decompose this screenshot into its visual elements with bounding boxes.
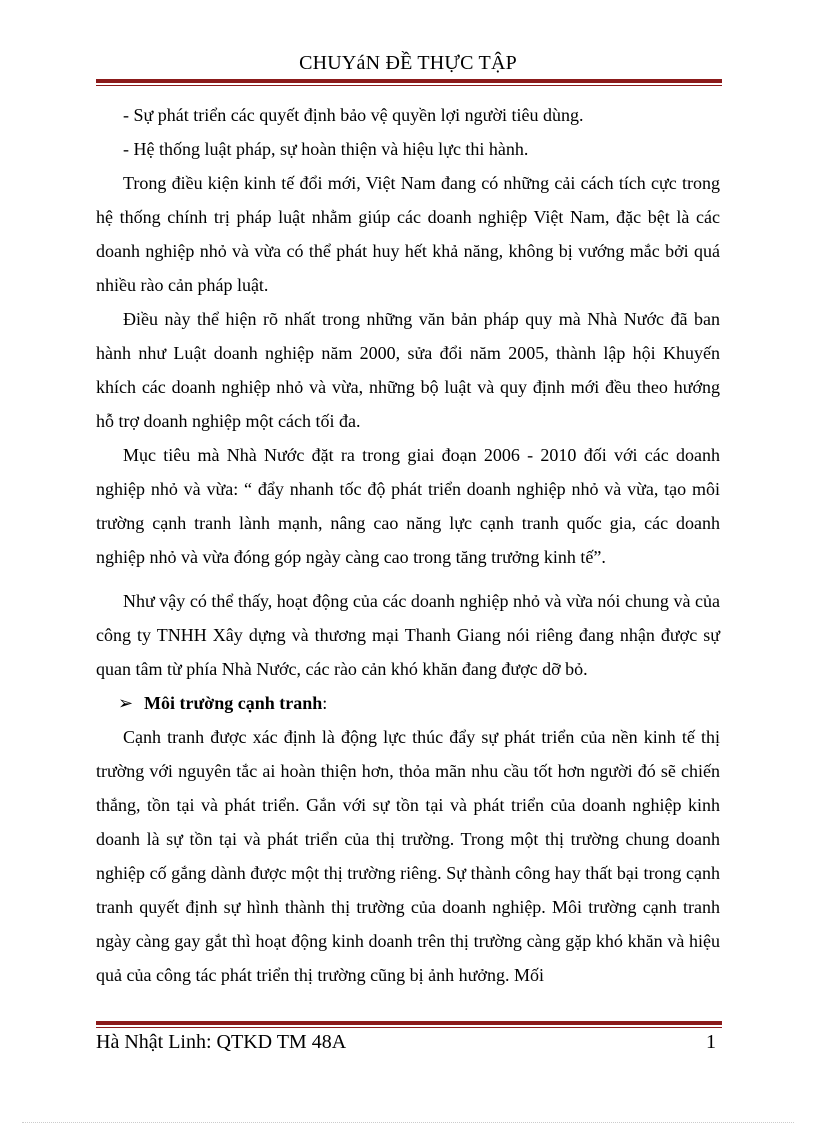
arrow-bullet-icon: ➢ — [118, 693, 134, 713]
paragraph: Điều này thể hiện rõ nhất trong những văn bản pháp quy mà Nhà Nước đã ban hành như Luật doanh nghiệp năm 2000, sửa đổi năm 2005, thành lập hội Khuyến khích các doanh nghiệp nhỏ và vừa, những bộ luật và quy định mới đều theo hướng hỗ trợ doanh nghiệp một cách tối đa. — [96, 309, 720, 431]
document-body — [96, 98, 720, 992]
page-header-title: CHUYáN ĐỀ THỰC TẬP — [299, 52, 517, 74]
page-number: 1 — [706, 1031, 716, 1053]
footer-divider — [96, 1021, 722, 1028]
bullet-item: - Sự phát triển các quyết định bảo vệ quyền lợi người tiêu dùng. — [123, 105, 584, 125]
section-heading-text: Môi trường cạnh tranh — [144, 693, 323, 713]
footer-author: Hà Nhật Linh: QTKD TM 48A — [96, 1031, 347, 1053]
bullet-item: - Hệ thống luật pháp, sự hoàn thiện và hiệu lực thi hành. — [123, 139, 529, 159]
paragraph: Trong điều kiện kinh tế đổi mới, Việt Nam đang có những cải cách tích cực trong hệ thống chính trị pháp luật nhằm giúp các doanh nghiệp Việt Nam, đặc bệt là các doanh nghiệp nhỏ và vừa có thể phát huy hết khả năng, không bị vướng mắc bởi quá nhiều rào cản pháp luật. — [96, 173, 720, 295]
header-divider — [96, 79, 722, 86]
section-heading-colon: : — [322, 693, 328, 713]
paragraph: Như vậy có thể thấy, hoạt động của các doanh nghiệp nhỏ và vừa nói chung và của công ty TNHH Xây dựng và thương mại Thanh Giang nói riêng đang nhận được sự quan tâm từ phía Nhà Nước, các rào cản khó khăn đang được dỡ bỏ. — [96, 591, 720, 679]
paragraph: Cạnh tranh được xác định là động lực thúc đẩy sự phát triển của nền kinh tế thị trường với nguyên tắc ai hoàn thiện hơn, thỏa mãn nhu cầu tốt hơn người đó sẽ chiến thắng, tồn tại và phát triển. Gắn với sự tồn tại và phát triển của doanh nghiệp kinh doanh là sự tồn tại và phát triển của thị trường. Trong một thị trường chung doanh nghiệp cố gắng dành được một thị trường riêng. Sự thành công hay thất bại trong cạnh tranh quyết định sự hình thành thị trường của doanh nghiệp. Môi trường cạnh tranh ngày càng gay gắt thì hoạt động kinh doanh trên thị trường càng gặp khó khăn và hiệu quả của công tác phát triển thị trường cũng bị ảnh hưởng. Mối — [96, 727, 720, 985]
paragraph: Mục tiêu mà Nhà Nước đặt ra trong giai đoạn 2006 - 2010 đối với các doanh nghiệp nhỏ và vừa: “ đẩy nhanh tốc độ phát triển doanh nghiệp nhỏ và vừa, tạo môi trường cạnh tranh lành mạnh, nâng cao năng lực cạnh tranh quốc gia, các doanh nghiệp nhỏ và vừa đóng góp ngày càng cao trong tăng trưởng kinh tế”. — [96, 445, 720, 567]
section-heading — [96, 686, 720, 720]
